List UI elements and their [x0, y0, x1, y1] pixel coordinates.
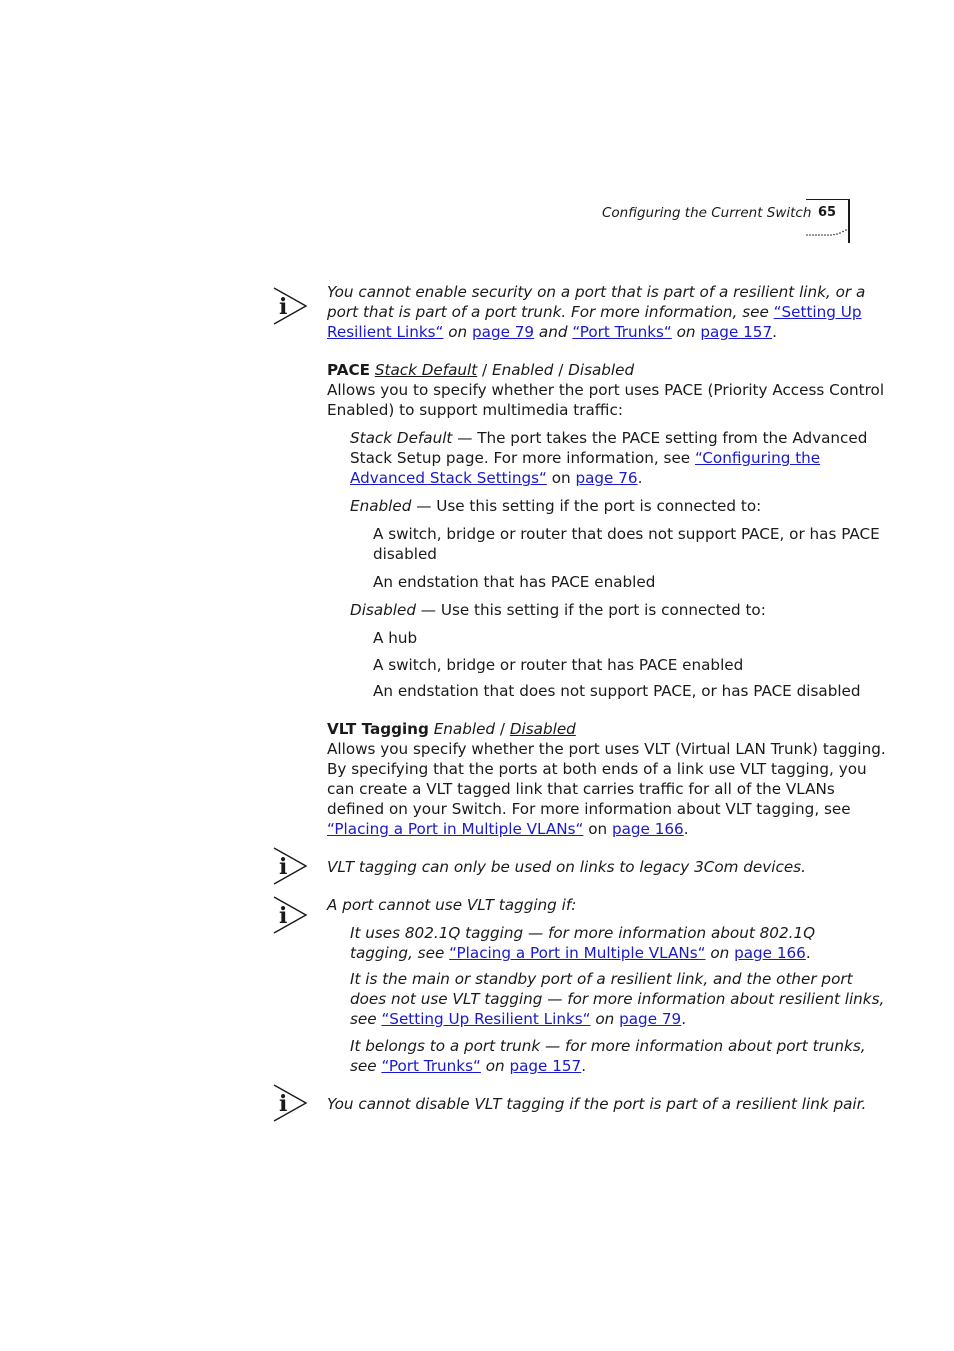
- note3-item1-line2: tagging, see “Placing a Port in Multiple VLANs“ on page 166.: [350, 944, 811, 962]
- info-note-icon: [272, 846, 308, 886]
- note4-text: You cannot disable VLT tagging if the port is part of a resilient link pair.: [327, 1095, 867, 1113]
- note3-intro: A port cannot use VLT tagging if:: [327, 896, 577, 914]
- note3-item1-line1: It uses 802.1Q tagging — for more information about 802.1Q: [350, 924, 816, 942]
- link-placing-port-multiple-vlans-2[interactable]: “Placing a Port in Multiple VLANs“: [449, 944, 706, 962]
- vlt-heading: VLT Tagging Enabled / Disabled: [327, 720, 576, 738]
- note3-item3-line2: see “Port Trunks“ on page 157.: [350, 1057, 587, 1075]
- pace-enabled-item-2: An endstation that has PACE enabled: [373, 573, 656, 591]
- info-note-icon: [272, 1083, 308, 1123]
- note3-item3-line1: It belongs to a port trunk — for more information about port trunks,: [350, 1037, 866, 1055]
- pace-enabled-item-1b: disabled: [373, 545, 437, 563]
- note3-item2-line2: does not use VLT tagging — for more information about resilient links,: [350, 990, 885, 1008]
- pace-disabled-item-3: An endstation that does not support PACE, or has PACE disabled: [373, 682, 861, 700]
- info-note-icon: [272, 286, 308, 326]
- link-setting-up-resilient-links-2[interactable]: “Setting Up Resilient Links“: [381, 1010, 591, 1028]
- link-port-trunks-2[interactable]: “Port Trunks“: [381, 1057, 481, 1075]
- link-setting-up-resilient-links[interactable]: “Setting Up: [773, 303, 862, 321]
- pace-stack-default-1: Stack Default — The port takes the PACE setting from the Advanced: [350, 429, 868, 447]
- note1-line-2: port that is part of a port trunk. For more information, see “Setting Up: [327, 303, 862, 321]
- pace-stack-default-3: Advanced Stack Settings“ on page 76.: [350, 469, 643, 487]
- vlt-desc-2: By specifying that the ports at both ends of a link use VLT tagging, you: [327, 760, 867, 778]
- pace-disabled-item-1: A hub: [373, 629, 418, 647]
- svg-text:i: i: [279, 1091, 288, 1117]
- link-placing-port-multiple-vlans[interactable]: “Placing a Port in Multiple VLANs“: [327, 820, 584, 838]
- pace-enabled: Enabled — Use this setting if the port is connected to:: [350, 497, 762, 515]
- running-header-title: Configuring the Current Switch: [602, 205, 812, 221]
- link-page-166-2[interactable]: page 166: [734, 944, 806, 962]
- link-resilient-links-cont[interactable]: Resilient Links“: [327, 323, 444, 341]
- vlt-desc-4: defined on your Switch. For more information about VLT tagging, see: [327, 800, 851, 818]
- pace-stack-default-2: Stack Setup page. For more information, see “Configuring the: [350, 449, 821, 467]
- note2-text: VLT tagging can only be used on links to legacy 3Com devices.: [327, 858, 806, 876]
- note1-line-1: You cannot enable security on a port that is part of a resilient link, or a: [327, 283, 866, 301]
- pace-disabled: Disabled — Use this setting if the port is connected to:: [350, 601, 766, 619]
- link-page-76[interactable]: page 76: [575, 469, 638, 487]
- pace-heading: PACE Stack Default / Enabled / Disabled: [327, 361, 635, 379]
- svg-text:i: i: [279, 294, 288, 320]
- pace-enabled-item-1a: A switch, bridge or router that does not support PACE, or has PACE: [373, 525, 880, 543]
- link-page-157[interactable]: page 157: [700, 323, 773, 341]
- header-dots-decoration: [806, 228, 848, 238]
- link-configuring-the[interactable]: “Configuring the: [694, 449, 821, 467]
- note3-item2-line3: see “Setting Up Resilient Links“ on page 79.: [350, 1010, 687, 1028]
- vlt-desc-5: “Placing a Port in Multiple VLANs“ on page 166.: [327, 820, 689, 838]
- pace-desc-2: Enabled) to support multimedia traffic:: [327, 401, 623, 419]
- link-port-trunks[interactable]: “Port Trunks“: [572, 323, 672, 341]
- link-page-157-2[interactable]: page 157: [509, 1057, 582, 1075]
- note1-line-3: Resilient Links“ on page 79 and “Port Trunks“ on page 157.: [327, 323, 777, 341]
- pace-desc-1: Allows you to specify whether the port uses PACE (Priority Access Control: [327, 381, 885, 399]
- pace-disabled-item-2: A switch, bridge or router that has PACE enabled: [373, 656, 744, 674]
- info-note-icon: [272, 895, 308, 935]
- header-rule-vertical: [848, 200, 850, 243]
- link-page-166[interactable]: page 166: [611, 820, 684, 838]
- vlt-desc-1: Allows you specify whether the port uses VLT (Virtual LAN Trunk) tagging.: [327, 740, 886, 758]
- svg-text:i: i: [279, 854, 288, 880]
- header-rule-top: [806, 199, 850, 200]
- vlt-desc-3: can create a VLT tagged link that carries traffic for all of the VLANs: [327, 780, 835, 798]
- link-page-79[interactable]: page 79: [472, 323, 535, 341]
- link-page-79-2[interactable]: page 79: [619, 1010, 682, 1028]
- page-number: 65: [818, 205, 837, 220]
- svg-text:i: i: [279, 903, 288, 929]
- link-advanced-stack-settings[interactable]: Advanced Stack Settings“: [350, 469, 547, 487]
- note3-item2-line1: It is the main or standby port of a resilient link, and the other port: [350, 970, 853, 988]
